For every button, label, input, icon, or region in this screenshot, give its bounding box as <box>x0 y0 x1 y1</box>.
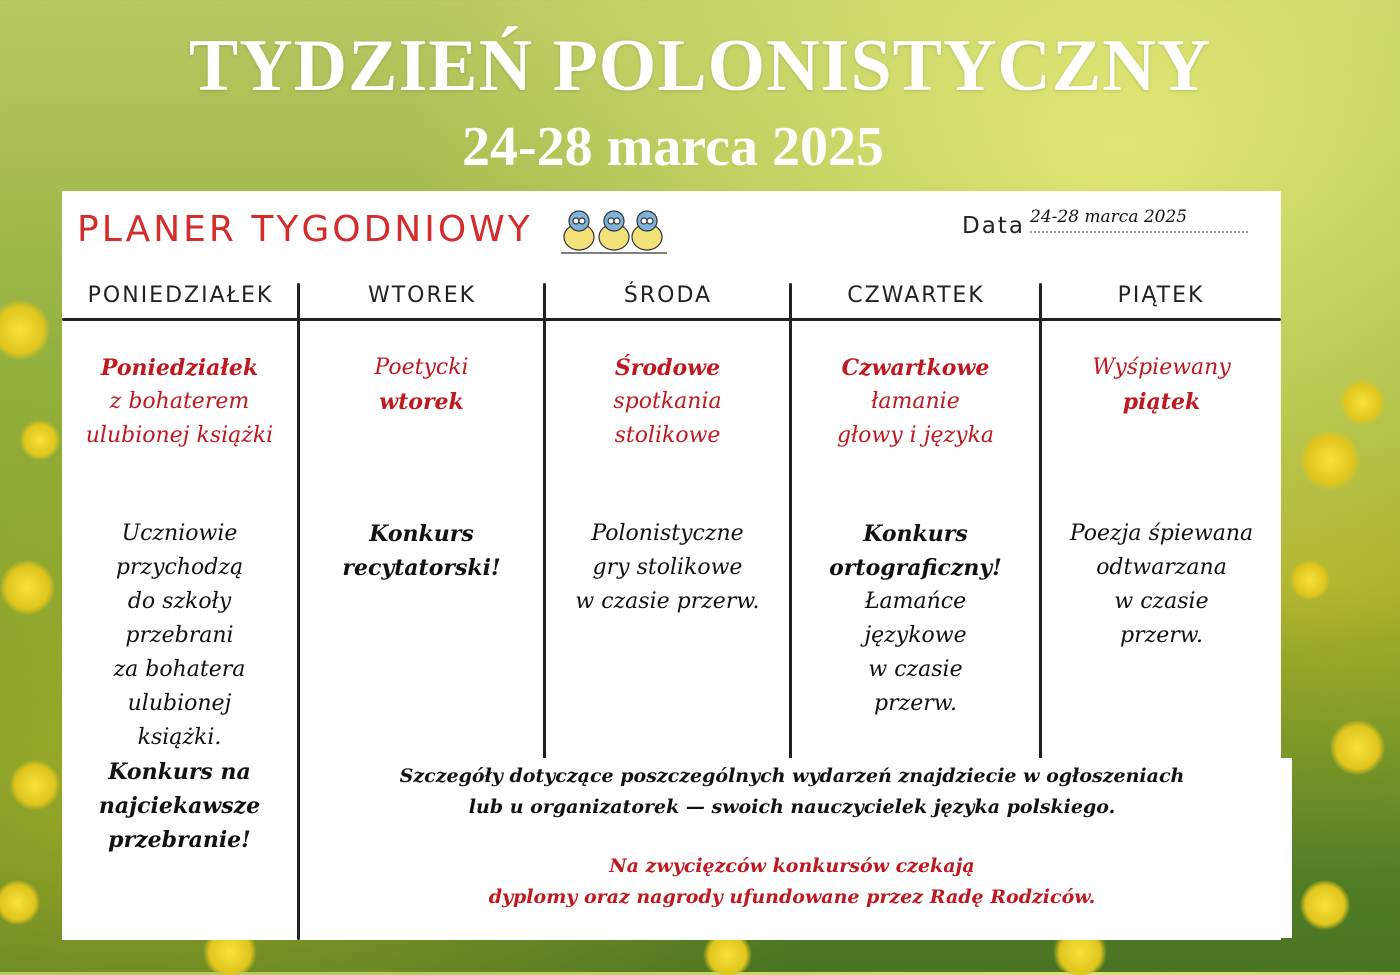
thursday-desc-line: Łamańce <box>864 589 967 614</box>
thursday-desc-line: językowe <box>864 623 967 648</box>
friday-theme-line: piątek <box>1122 389 1201 415</box>
day-header-tuesday: WTOREK <box>367 283 477 308</box>
monday-contest-line: najciekawsze <box>98 793 261 819</box>
thursday-desc-line: przerw. <box>874 691 957 716</box>
wednesday-theme-line: Środowe <box>614 355 721 381</box>
tuesday-column <box>300 351 543 585</box>
info-note-line: lub u organizatorek — swoich nauczycielek języka polskiego. <box>468 796 1116 818</box>
thursday-desc-line: Konkurs <box>863 521 968 547</box>
birds-illustration-icon <box>559 203 669 255</box>
thursday-theme-line: Czwartkowe <box>841 355 990 381</box>
monday-contest-line: Konkurs na <box>108 759 251 785</box>
thursday-desc-line: w czasie <box>868 657 963 682</box>
monday-theme-line: ulubionej książki <box>85 423 274 448</box>
wednesday-desc-line: w czasie przerw. <box>575 589 760 614</box>
page-title: TYDZIEŃ POLONISTYCZNY <box>188 25 1212 107</box>
wednesday-theme-line: stolikowe <box>614 423 721 448</box>
page-subtitle: 24-28 marca 2025 <box>462 116 884 178</box>
friday-desc-line: w czasie <box>1114 589 1209 614</box>
date-label: Data <box>962 213 1025 239</box>
monday-desc-line: książki. <box>137 725 222 750</box>
thursday-theme-line: głowy i języka <box>836 423 995 448</box>
weekly-planner-sheet <box>62 191 1281 940</box>
monday-desc-line: Uczniowie <box>121 521 238 546</box>
thursday-column <box>792 351 1039 721</box>
monday-desc-line: za bohatera <box>113 657 246 682</box>
header-divider <box>62 318 1281 321</box>
monday-theme-line: z bohaterem <box>109 389 250 414</box>
friday-desc-line: przerw. <box>1120 623 1203 648</box>
monday-column <box>62 351 297 857</box>
tuesday-desc-line: recytatorski! <box>342 555 501 581</box>
date-dotted-line <box>1030 231 1248 233</box>
prize-note-line: dyplomy oraz nagrody ufundowane przez Radę Rodziców. <box>488 886 1096 908</box>
day-header-thursday: CZWARTEK <box>847 283 985 308</box>
friday-desc-line: Poezja śpiewana <box>1069 521 1254 546</box>
friday-column <box>1042 351 1281 653</box>
info-note-line: Szczegóły dotyczące poszczególnych wydarzeń znajdziecie w ogłoszeniach <box>399 765 1185 787</box>
date-value: 24-28 marca 2025 <box>1030 207 1188 227</box>
day-header-friday: PIĄTEK <box>1117 283 1205 308</box>
friday-desc-line: odtwarzana <box>1096 555 1227 580</box>
monday-contest-line: przebranie! <box>108 827 251 853</box>
day-header-wednesday: ŚRODA <box>623 283 713 308</box>
wednesday-column <box>546 351 789 619</box>
wednesday-desc-line: Polonistyczne <box>591 521 744 546</box>
thursday-desc-line: ortograficzny! <box>829 555 1002 581</box>
monday-theme-line: Poniedziałek <box>100 355 259 381</box>
tuesday-theme-line: Poetycki <box>374 355 469 380</box>
wednesday-desc-line: gry stolikowe <box>592 555 743 580</box>
monday-desc-line: przychodzą <box>115 555 244 580</box>
thursday-theme-line: łamanie <box>871 389 960 414</box>
day-header-monday: PONIEDZIAŁEK <box>87 283 274 308</box>
planner-title: PLANER TYGODNIOWY <box>77 209 533 250</box>
wednesday-theme-line: spotkania <box>613 389 722 414</box>
monday-desc-line: do szkoły <box>127 589 232 614</box>
tuesday-desc-line: Konkurs <box>369 521 474 547</box>
prize-note-line: Na zwycięzców konkursów czekają <box>609 855 975 877</box>
friday-theme-line: Wyśpiewany <box>1092 355 1231 380</box>
tuesday-theme-line: wtorek <box>379 389 464 415</box>
monday-desc-line: ulubionej <box>127 691 232 716</box>
monday-desc-line: przebrani <box>125 623 234 648</box>
